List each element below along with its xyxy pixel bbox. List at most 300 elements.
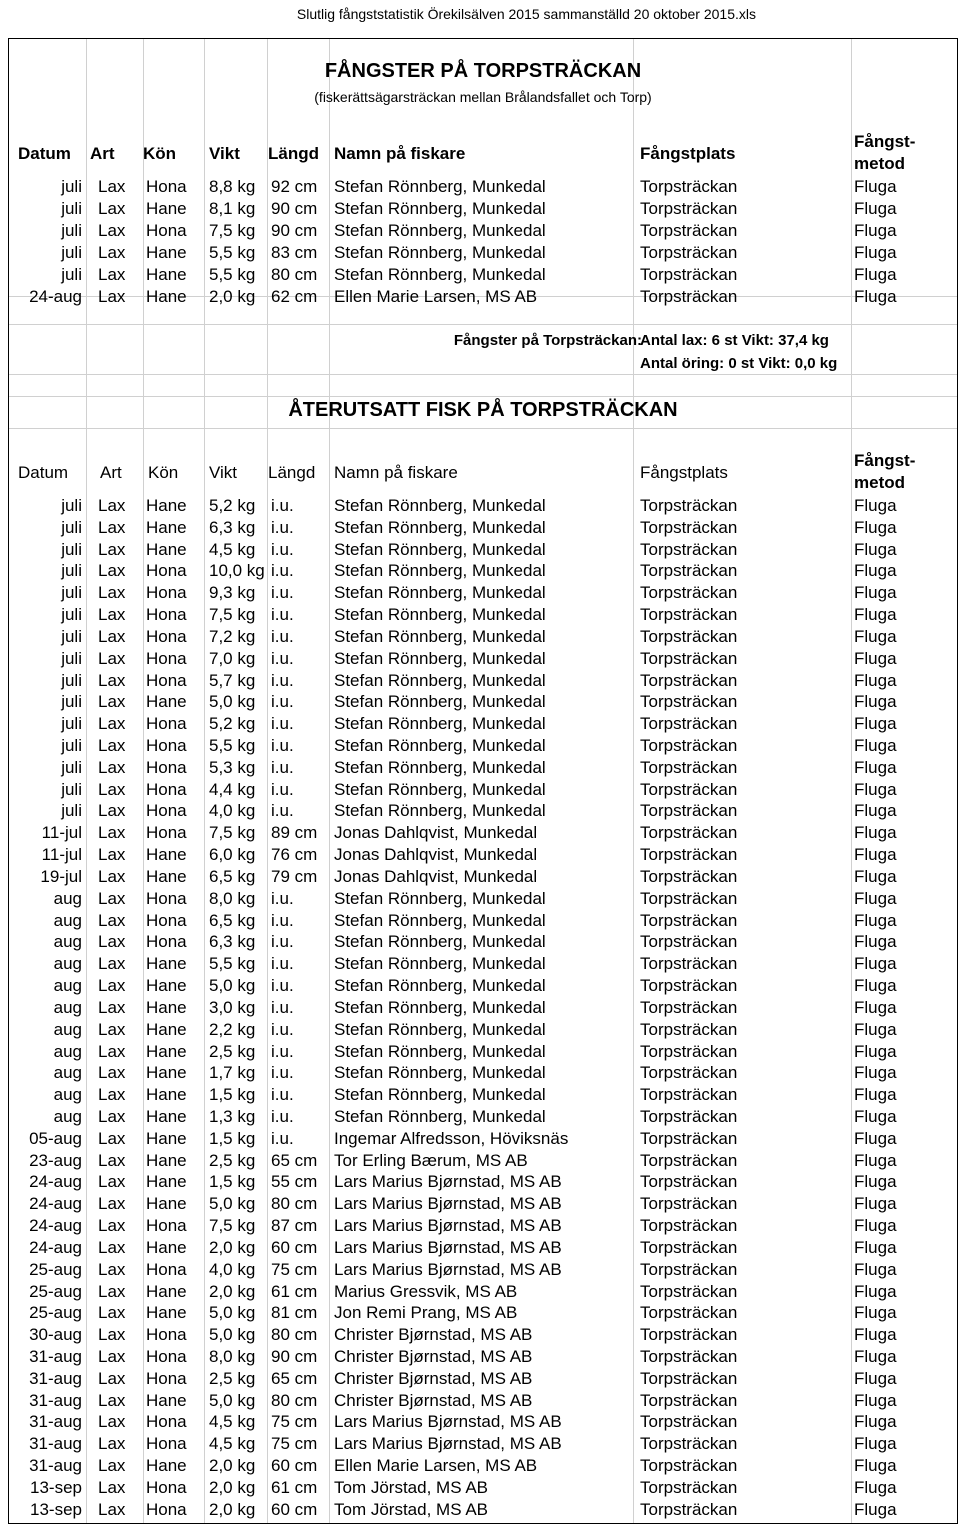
cell-langd: i.u. — [271, 496, 294, 515]
cell-datum: 31-aug — [29, 1368, 82, 1388]
cell-datum: aug — [53, 1041, 82, 1061]
table-row — [8, 1390, 958, 1412]
cell-datum: juli — [61, 242, 82, 262]
cell-langd: i.u. — [271, 997, 294, 1017]
cell-kon: Hane — [146, 286, 187, 306]
cell-datum: 13-sep — [30, 1477, 82, 1497]
cell-kon: Hane — [146, 1303, 187, 1323]
cell-plats: Torpsträckan — [640, 932, 738, 952]
cell-namn: Stefan Rönnberg, Munkedal — [334, 1019, 546, 1039]
cell-datum: juli — [61, 670, 82, 690]
cell-datum: aug — [53, 997, 82, 1017]
cell-kon: Hane — [146, 1456, 187, 1476]
cell-langd: 61 cm — [271, 1281, 318, 1301]
cell-datum: juli — [61, 626, 82, 646]
cell-plats: Torpsträckan — [640, 177, 738, 196]
cell-vikt: 1,5 kg — [209, 1085, 256, 1105]
table-row — [8, 670, 958, 692]
cell-namn: Lars Marius Bjørnstad, MS AB — [334, 1194, 562, 1214]
cell-plats: Torpsträckan — [640, 1041, 738, 1061]
table-row — [8, 264, 958, 286]
table-row — [8, 735, 958, 757]
cell-metod: Fluga — [854, 823, 897, 843]
cell-kon: Hane — [146, 1150, 187, 1170]
cell-plats: Torpsträckan — [640, 714, 738, 734]
cell-plats: Torpsträckan — [640, 670, 738, 690]
cell-langd: i.u. — [271, 605, 294, 625]
released-table-header — [8, 448, 958, 492]
cell-art: Lax — [98, 561, 126, 581]
cell-namn: Stefan Rönnberg, Munkedal — [334, 1085, 546, 1105]
table-row — [8, 626, 958, 648]
cell-art: Lax — [98, 539, 126, 559]
table-row — [8, 1302, 958, 1324]
cell-metod: Fluga — [854, 626, 897, 646]
cell-plats: Torpsträckan — [640, 1456, 738, 1476]
table-row — [8, 888, 958, 910]
cell-datum: juli — [61, 220, 82, 240]
cell-art: Lax — [98, 242, 126, 262]
cell-art: Lax — [98, 1346, 126, 1366]
cell-vikt: 5,0 kg — [209, 976, 256, 996]
cell-datum: 31-aug — [29, 1390, 82, 1410]
cell-datum: aug — [53, 1085, 82, 1105]
cell-namn: Stefan Rönnberg, Munkedal — [334, 932, 546, 952]
cell-metod: Fluga — [854, 1194, 897, 1214]
cell-metod: Fluga — [854, 1237, 897, 1257]
cell-namn: Stefan Rönnberg, Munkedal — [334, 888, 546, 908]
cell-datum: juli — [61, 736, 82, 756]
table-row — [8, 242, 958, 264]
cell-plats: Torpsträckan — [640, 1216, 738, 1236]
cell-plats: Torpsträckan — [640, 866, 738, 886]
cell-namn: Stefan Rönnberg, Munkedal — [334, 779, 546, 799]
cell-kon: Hane — [146, 1281, 187, 1301]
cell-kon: Hane — [146, 866, 187, 886]
table-row — [8, 1041, 958, 1063]
table-row — [8, 953, 958, 975]
cell-art: Lax — [98, 1259, 126, 1279]
header-plats: Fångstplats — [640, 463, 728, 482]
cell-langd: i.u. — [271, 1041, 294, 1061]
cell-langd: 55 cm — [271, 1172, 318, 1192]
cell-kon: Hona — [146, 1259, 187, 1279]
cell-langd: 75 cm — [271, 1259, 318, 1279]
cell-namn: Stefan Rönnberg, Munkedal — [334, 1041, 546, 1061]
cell-vikt: 4,4 kg — [209, 779, 256, 799]
table-row — [8, 286, 958, 308]
cell-datum: aug — [53, 1063, 82, 1083]
cell-plats: Torpsträckan — [640, 242, 738, 262]
cell-vikt: 2,0 kg — [209, 1281, 256, 1301]
cell-namn: Stefan Rönnberg, Munkedal — [334, 954, 546, 974]
cell-namn: Tom Jörstad, MS AB — [334, 1499, 488, 1519]
cell-kon: Hane — [146, 845, 187, 865]
cell-langd: 65 cm — [271, 1150, 318, 1170]
cell-metod: Fluga — [854, 801, 897, 821]
cell-langd: i.u. — [271, 1106, 294, 1126]
cell-namn: Stefan Rönnberg, Munkedal — [334, 198, 546, 218]
cell-metod: Fluga — [854, 517, 897, 537]
cell-plats: Torpsträckan — [640, 1434, 738, 1454]
cell-plats: Torpsträckan — [640, 1325, 738, 1345]
cell-kon: Hona — [146, 910, 187, 930]
cell-vikt: 9,3 kg — [209, 583, 256, 603]
cell-kon: Hona — [146, 757, 187, 777]
table-row — [8, 604, 958, 626]
cell-kon: Hona — [146, 888, 187, 908]
cell-metod: Fluga — [854, 997, 897, 1017]
cell-art: Lax — [98, 954, 126, 974]
cell-langd: 75 cm — [271, 1412, 318, 1432]
cell-namn: Lars Marius Bjørnstad, MS AB — [334, 1237, 562, 1257]
table-row — [8, 1019, 958, 1041]
cell-art: Lax — [98, 1325, 126, 1345]
cell-plats: Torpsträckan — [640, 1019, 738, 1039]
cell-art: Lax — [98, 1063, 126, 1083]
cell-langd: i.u. — [271, 517, 294, 537]
cell-datum: aug — [53, 976, 82, 996]
cell-vikt: 5,0 kg — [209, 692, 256, 712]
cell-namn: Christer Bjørnstad, MS AB — [334, 1325, 533, 1345]
cell-kon: Hona — [146, 779, 187, 799]
cell-langd: 80 cm — [271, 1325, 318, 1345]
cell-datum: juli — [61, 539, 82, 559]
cell-metod: Fluga — [854, 845, 897, 865]
cell-art: Lax — [98, 1150, 126, 1170]
cell-vikt: 6,5 kg — [209, 910, 256, 930]
cell-kon: Hane — [146, 517, 187, 537]
cell-kon: Hona — [146, 626, 187, 646]
cell-namn: Stefan Rönnberg, Munkedal — [334, 583, 546, 603]
cell-datum: 24-aug — [29, 1237, 82, 1257]
cell-vikt: 5,3 kg — [209, 757, 256, 777]
cell-namn: Stefan Rönnberg, Munkedal — [334, 1106, 546, 1126]
spreadsheet — [8, 38, 958, 1524]
cell-art: Lax — [98, 1019, 126, 1039]
cell-kon: Hona — [146, 1216, 187, 1236]
cell-langd: i.u. — [271, 1063, 294, 1083]
cell-langd: 65 cm — [271, 1368, 318, 1388]
cell-plats: Torpsträckan — [640, 1499, 738, 1519]
table-row — [8, 997, 958, 1019]
cell-plats: Torpsträckan — [640, 648, 738, 668]
cell-namn: Stefan Rönnberg, Munkedal — [334, 264, 546, 284]
cell-plats: Torpsträckan — [640, 845, 738, 865]
cell-art: Lax — [98, 823, 126, 843]
cell-vikt: 5,0 kg — [209, 1303, 256, 1323]
cell-kon: Hane — [146, 198, 187, 218]
cell-datum: juli — [61, 779, 82, 799]
cell-langd: 80 cm — [271, 1194, 318, 1214]
table-row — [8, 648, 958, 670]
cell-plats: Torpsträckan — [640, 1281, 738, 1301]
table-row — [8, 713, 958, 735]
cell-namn: Jon Remi Prang, MS AB — [334, 1303, 518, 1323]
cell-datum: 23-aug — [29, 1150, 82, 1170]
cell-datum: juli — [61, 177, 82, 196]
cell-datum: juli — [61, 583, 82, 603]
cell-datum: 31-aug — [29, 1456, 82, 1476]
cell-namn: Lars Marius Bjørnstad, MS AB — [334, 1412, 562, 1432]
cell-art: Lax — [98, 264, 126, 284]
cell-namn: Lars Marius Bjørnstad, MS AB — [334, 1172, 562, 1192]
cell-metod: Fluga — [854, 866, 897, 886]
cell-namn: Stefan Rönnberg, Munkedal — [334, 670, 546, 690]
cell-metod: Fluga — [854, 1063, 897, 1083]
cell-vikt: 2,5 kg — [209, 1041, 256, 1061]
cell-art: Lax — [98, 496, 126, 515]
cell-langd: i.u. — [271, 1019, 294, 1039]
cell-datum: juli — [61, 692, 82, 712]
cell-metod: Fluga — [854, 976, 897, 996]
cell-plats: Torpsträckan — [640, 910, 738, 930]
summary-lax: Antal lax: 6 st Vikt: 37,4 kg — [640, 332, 829, 349]
cell-art: Lax — [98, 736, 126, 756]
cell-plats: Torpsträckan — [640, 801, 738, 821]
cell-langd: 60 cm — [271, 1237, 318, 1257]
cell-kon: Hona — [146, 220, 187, 240]
cell-datum: 24-aug — [29, 1216, 82, 1236]
cell-plats: Torpsträckan — [640, 539, 738, 559]
cell-art: Lax — [98, 801, 126, 821]
table-row — [8, 582, 958, 604]
cell-namn: Tor Erling Bærum, MS AB — [334, 1150, 528, 1170]
cell-art: Lax — [98, 976, 126, 996]
cell-namn: Stefan Rönnberg, Munkedal — [334, 714, 546, 734]
cell-datum: 24-aug — [29, 1172, 82, 1192]
cell-vikt: 7,5 kg — [209, 220, 256, 240]
table-row — [8, 539, 958, 561]
cell-namn: Stefan Rönnberg, Munkedal — [334, 626, 546, 646]
cell-langd: i.u. — [271, 561, 294, 581]
cell-datum: aug — [53, 910, 82, 930]
cell-vikt: 2,2 kg — [209, 1019, 256, 1039]
cell-metod: Fluga — [854, 1281, 897, 1301]
cell-metod: Fluga — [854, 1106, 897, 1126]
cell-metod: Fluga — [854, 496, 897, 515]
cell-metod: Fluga — [854, 1346, 897, 1366]
cell-plats: Torpsträckan — [640, 1150, 738, 1170]
cell-kon: Hona — [146, 1477, 187, 1497]
cell-langd: i.u. — [271, 976, 294, 996]
cell-plats: Torpsträckan — [640, 736, 738, 756]
cell-namn: Lars Marius Bjørnstad, MS AB — [334, 1216, 562, 1236]
cell-kon: Hane — [146, 1041, 187, 1061]
table-row — [8, 1193, 958, 1215]
cell-vikt: 4,0 kg — [209, 801, 256, 821]
cell-vikt: 2,0 kg — [209, 1477, 256, 1497]
cell-metod: Fluga — [854, 1303, 897, 1323]
cell-art: Lax — [98, 670, 126, 690]
cell-vikt: 2,0 kg — [209, 1499, 256, 1519]
cell-plats: Torpsträckan — [640, 626, 738, 646]
cell-vikt: 1,3 kg — [209, 1106, 256, 1126]
cell-datum: 24-aug — [29, 286, 82, 306]
table-row — [8, 844, 958, 866]
header-langd: Längd — [268, 144, 319, 163]
cell-art: Lax — [98, 220, 126, 240]
catch-table-header — [8, 128, 958, 173]
cell-kon: Hona — [146, 736, 187, 756]
cell-datum: juli — [61, 561, 82, 581]
cell-plats: Torpsträckan — [640, 496, 738, 515]
cell-metod: Fluga — [854, 242, 897, 262]
table-row — [8, 1324, 958, 1346]
cell-kon: Hona — [146, 714, 187, 734]
table-row — [8, 1433, 958, 1455]
cell-art: Lax — [98, 1172, 126, 1192]
cell-datum: 30-aug — [29, 1325, 82, 1345]
cell-kon: Hane — [146, 692, 187, 712]
header-vikt: Vikt — [209, 463, 238, 482]
cell-datum: 13-sep — [30, 1499, 82, 1519]
cell-vikt: 5,5 kg — [209, 264, 256, 284]
cell-kon: Hona — [146, 583, 187, 603]
cell-metod: Fluga — [854, 714, 897, 734]
table-row — [8, 691, 958, 713]
cell-namn: Stefan Rönnberg, Munkedal — [334, 801, 546, 821]
cell-metod: Fluga — [854, 561, 897, 581]
cell-vikt: 4,5 kg — [209, 539, 256, 559]
cell-kon: Hane — [146, 1063, 187, 1083]
cell-datum: 11-jul — [41, 845, 82, 865]
cell-datum: aug — [53, 1106, 82, 1126]
cell-datum: aug — [53, 888, 82, 908]
cell-namn: Stefan Rönnberg, Munkedal — [334, 1063, 546, 1083]
cell-art: Lax — [98, 1237, 126, 1257]
cell-metod: Fluga — [854, 648, 897, 668]
cell-vikt: 2,0 kg — [209, 1237, 256, 1257]
file-title: Slutlig fångststatistik Örekilsälven 2015 sammanställd 20 oktober 2015.xls — [296, 6, 756, 22]
cell-langd: 60 cm — [271, 1499, 318, 1519]
table-row — [8, 1237, 958, 1259]
header-datum: Datum — [18, 463, 69, 482]
cell-art: Lax — [98, 517, 126, 537]
cell-art: Lax — [98, 1281, 126, 1301]
table-row — [8, 975, 958, 997]
table-row — [8, 517, 958, 539]
cell-plats: Torpsträckan — [640, 976, 738, 996]
cell-namn: Stefan Rönnberg, Munkedal — [334, 976, 546, 996]
header-kon: Kön — [148, 463, 179, 482]
cell-art: Lax — [98, 714, 126, 734]
cell-metod: Fluga — [854, 1172, 897, 1192]
cell-art: Lax — [98, 286, 126, 306]
cell-vikt: 5,2 kg — [209, 714, 256, 734]
cell-namn: Stefan Rönnberg, Munkedal — [334, 692, 546, 712]
cell-kon: Hona — [146, 605, 187, 625]
cell-kon: Hane — [146, 264, 187, 284]
cell-plats: Torpsträckan — [640, 264, 738, 284]
cell-art: Lax — [98, 1303, 126, 1323]
cell-namn: Stefan Rönnberg, Munkedal — [334, 517, 546, 537]
cell-metod: Fluga — [854, 692, 897, 712]
cell-plats: Torpsträckan — [640, 1412, 738, 1432]
cell-plats: Torpsträckan — [640, 220, 738, 240]
cell-namn: Lars Marius Bjørnstad, MS AB — [334, 1434, 562, 1454]
cell-plats: Torpsträckan — [640, 779, 738, 799]
header-metod: Fångst- metod — [854, 132, 916, 173]
cell-metod: Fluga — [854, 954, 897, 974]
cell-metod: Fluga — [854, 605, 897, 625]
cell-langd: i.u. — [271, 626, 294, 646]
cell-vikt: 6,0 kg — [209, 845, 256, 865]
table-row — [8, 1215, 958, 1237]
cell-plats: Torpsträckan — [640, 517, 738, 537]
cell-datum: juli — [61, 517, 82, 537]
cell-langd: i.u. — [271, 648, 294, 668]
cell-art: Lax — [98, 845, 126, 865]
table-row — [8, 176, 958, 198]
cell-plats: Torpsträckan — [640, 823, 738, 843]
cell-art: Lax — [98, 1216, 126, 1236]
cell-plats: Torpsträckan — [640, 286, 738, 306]
cell-art: Lax — [98, 692, 126, 712]
cell-metod: Fluga — [854, 1456, 897, 1476]
cell-datum: juli — [61, 198, 82, 218]
cell-art: Lax — [98, 757, 126, 777]
cell-art: Lax — [98, 1434, 126, 1454]
cell-plats: Torpsträckan — [640, 1194, 738, 1214]
cell-langd: i.u. — [271, 670, 294, 690]
cell-vikt: 6,5 kg — [209, 866, 256, 886]
cell-kon: Hona — [146, 1346, 187, 1366]
cell-vikt: 4,5 kg — [209, 1434, 256, 1454]
cell-langd: 61 cm — [271, 1477, 318, 1497]
cell-namn: Tom Jörstad, MS AB — [334, 1477, 488, 1497]
cell-art: Lax — [98, 779, 126, 799]
table-row — [8, 198, 958, 220]
cell-langd: 83 cm — [271, 242, 318, 262]
cell-namn: Christer Bjørnstad, MS AB — [334, 1346, 533, 1366]
table-row — [8, 931, 958, 953]
cell-langd: i.u. — [271, 539, 294, 559]
cell-metod: Fluga — [854, 286, 897, 306]
cell-plats: Torpsträckan — [640, 954, 738, 974]
cell-art: Lax — [98, 997, 126, 1017]
table-row — [8, 560, 958, 582]
cell-datum: 24-aug — [29, 1194, 82, 1214]
cell-namn: Stefan Rönnberg, Munkedal — [334, 736, 546, 756]
cell-art: Lax — [98, 1194, 126, 1214]
cell-datum: juli — [61, 714, 82, 734]
cell-langd: 92 cm — [271, 177, 318, 196]
cell-langd: i.u. — [271, 583, 294, 603]
cell-datum: aug — [53, 954, 82, 974]
cell-kon: Hane — [146, 954, 187, 974]
cell-kon: Hane — [146, 1390, 187, 1410]
cell-metod: Fluga — [854, 910, 897, 930]
table-row — [8, 1499, 958, 1521]
cell-art: Lax — [98, 605, 126, 625]
cell-namn: Stefan Rönnberg, Munkedal — [334, 997, 546, 1017]
cell-namn: Marius Gressvik, MS AB — [334, 1281, 518, 1301]
cell-datum: 31-aug — [29, 1412, 82, 1432]
file-title-bar — [0, 0, 960, 30]
cell-art: Lax — [98, 177, 126, 196]
cell-langd: i.u. — [271, 954, 294, 974]
cell-namn: Stefan Rönnberg, Munkedal — [334, 220, 546, 240]
cell-langd: i.u. — [271, 714, 294, 734]
cell-vikt: 2,0 kg — [209, 286, 256, 306]
cell-kon: Hona — [146, 177, 187, 196]
table-row — [8, 1259, 958, 1281]
cell-metod: Fluga — [854, 1390, 897, 1410]
table-row — [8, 1106, 958, 1128]
table-row — [8, 822, 958, 844]
cell-vikt: 5,5 kg — [209, 954, 256, 974]
